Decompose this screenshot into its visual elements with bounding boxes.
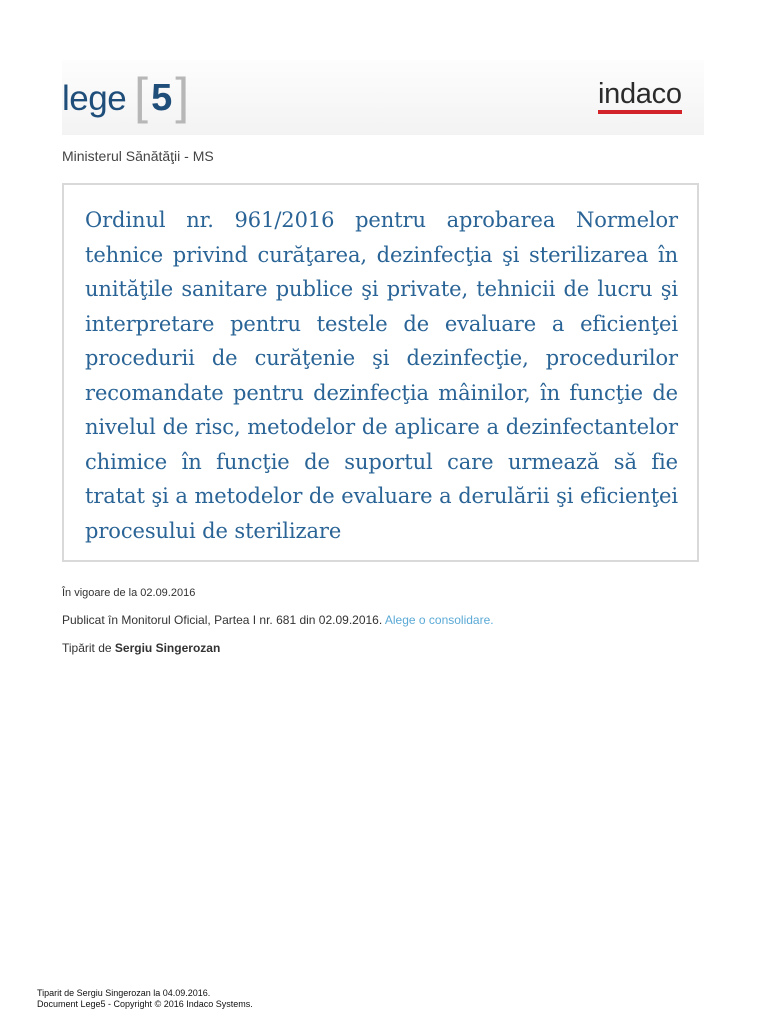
logo-bracket-open: [ — [134, 68, 149, 124]
document-title: Ordinul nr. 961/2016 pentru aprobarea Normelor tehnice privind curăţarea, dezinfecţia şi sterilizarea în unităţile sanitare publice şi private, tehnicii de lucru şi interpretare pentru testele de evaluare a eficienţei procedurii de curăţenie şi dezinfecţie, procedurilor recomandate pentru dezinfecţia mâinilor, în funcţie de nivelul de risc, metodelor de aplicare a dezinfectantelor chimice în funcţie de suportul care urmează să fie tratat şi a metodelor de evaluare a derulării şi eficienţei procesului de sterilizare — [85, 208, 678, 543]
logo-bracket-close: ] — [175, 68, 190, 124]
page-footer — [37, 988, 253, 1010]
issuer-name: Ministerul Sănătăţii - MS — [62, 148, 214, 164]
title-box — [62, 183, 699, 562]
lege5-logo — [62, 68, 190, 124]
logo-number: 5 — [151, 77, 173, 119]
printed-by-name: Sergiu Singerozan — [114, 641, 221, 655]
printed-by — [62, 641, 220, 655]
printed-by-label: Tipărit de — [62, 641, 112, 655]
indaco-logo: indaco — [598, 80, 682, 114]
footer-print-line: Tiparit de Sergiu Singerozan la 04.09.2016. — [37, 988, 211, 998]
choose-consolidation-link[interactable]: Alege o consolidare. — [384, 613, 494, 627]
publication-info — [62, 613, 494, 627]
effective-date: În vigoare de la 02.09.2016 — [62, 587, 196, 599]
logo-word: lege — [62, 78, 127, 118]
footer-copyright-line: Document Lege5 - Copyright © 2016 Indaco Systems. — [37, 999, 253, 1009]
publication-text: Publicat în Monitorul Oficial, Partea I nr. 681 din 02.09.2016. — [62, 613, 383, 627]
